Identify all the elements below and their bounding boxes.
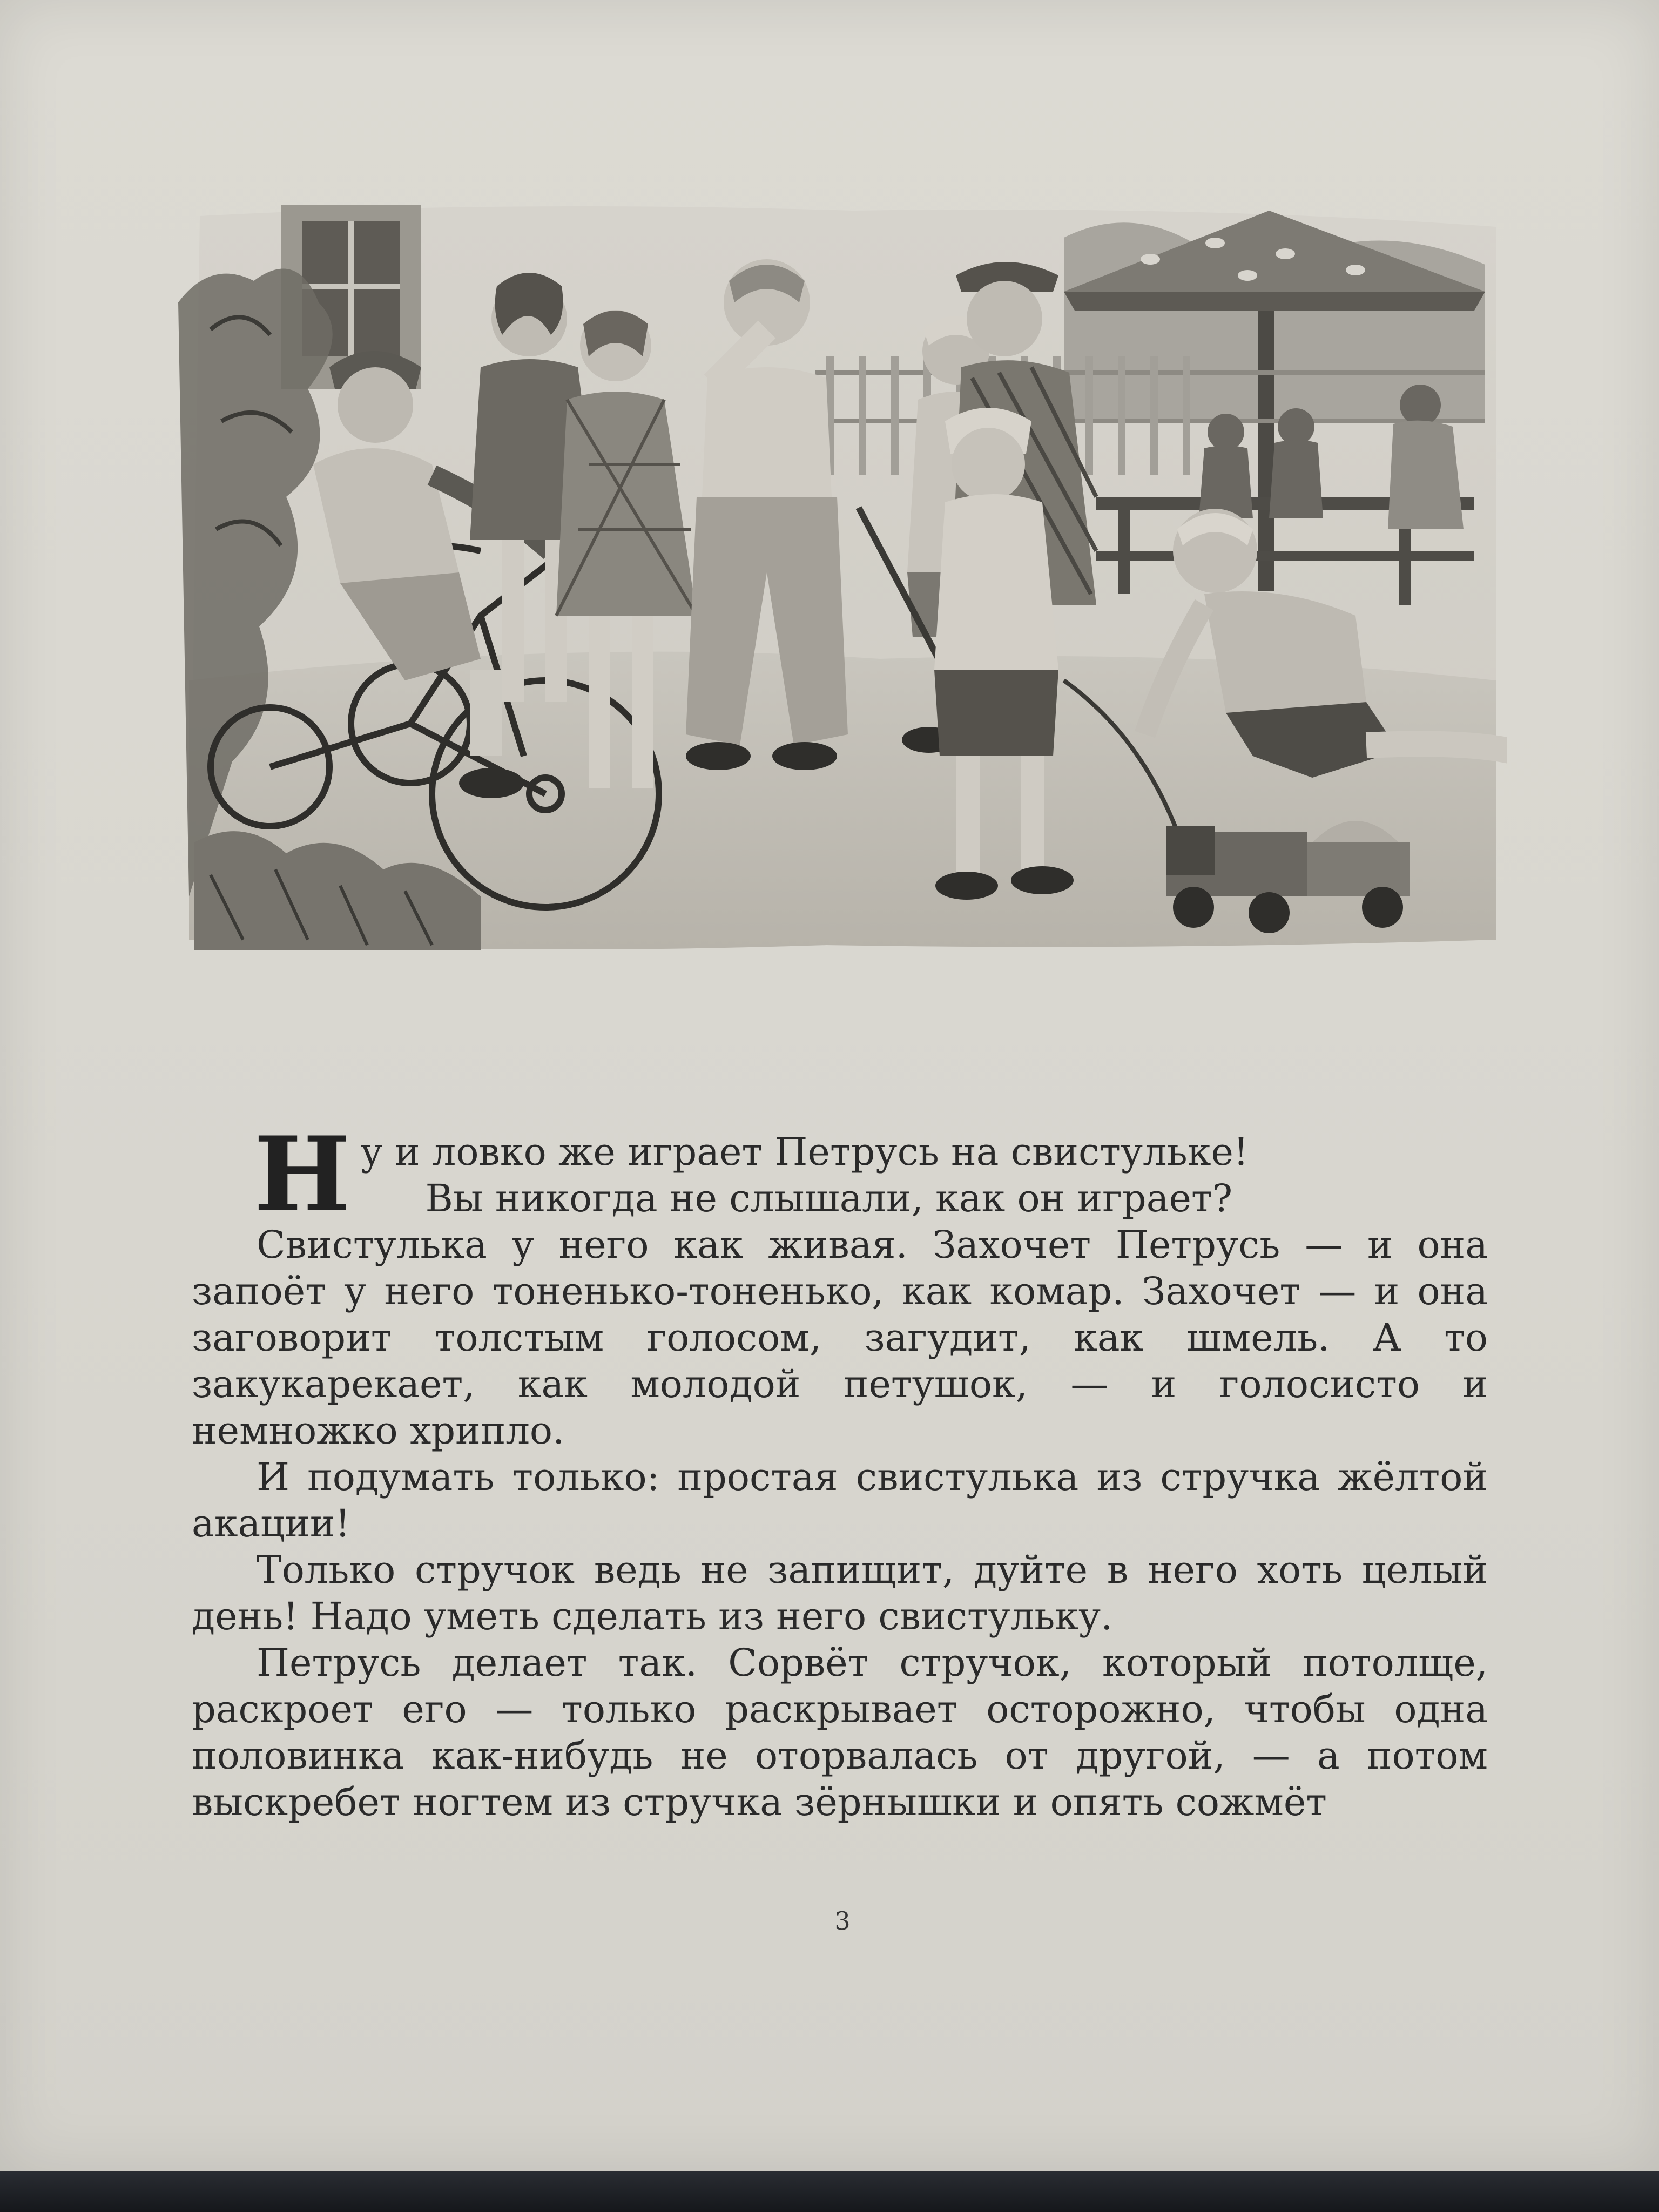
drop-cap: Н xyxy=(254,1114,351,1235)
paragraph-3: Свистулька у него как живая. Захочет Петрусь — и она запоёт у него тоненько-тоненько, как комар. Захочет — и она заговорит толстым голосом, загудит, как шмель. А то закукарекает, как молодой петушок, — и голосисто и немножко хрипло. xyxy=(192,1223,1488,1453)
paragraph-5: Только стручок ведь не запищит, дуйте в него хоть целый день! Надо уметь сделать из него свистульку. xyxy=(192,1548,1488,1638)
page-number: 3 xyxy=(834,1906,851,1936)
children-playing-in-yard-icon xyxy=(178,194,1507,961)
paragraph-2: Вы никогда не слышали, как он играет? xyxy=(425,1176,1233,1220)
paragraph-4: И подумать только: простая свистулька из стручка жёлтой акации! xyxy=(192,1455,1488,1546)
paragraph-1-text: у и ловко же играет Петрусь на свистульке! xyxy=(360,1130,1249,1174)
illustration-children-playing xyxy=(178,194,1507,961)
story-text xyxy=(192,1114,1488,1825)
paragraph-6: Петрусь делает так. Сорвёт стручок, который потолще, раскроет его — только раскрывает осторожно, чтобы одна половинка как-нибудь не оторвалась от другой, — а потом выскребет ногтем из стручка зёрнышки и опять сожмёт xyxy=(192,1641,1488,1824)
background-surface xyxy=(0,2171,1659,2212)
